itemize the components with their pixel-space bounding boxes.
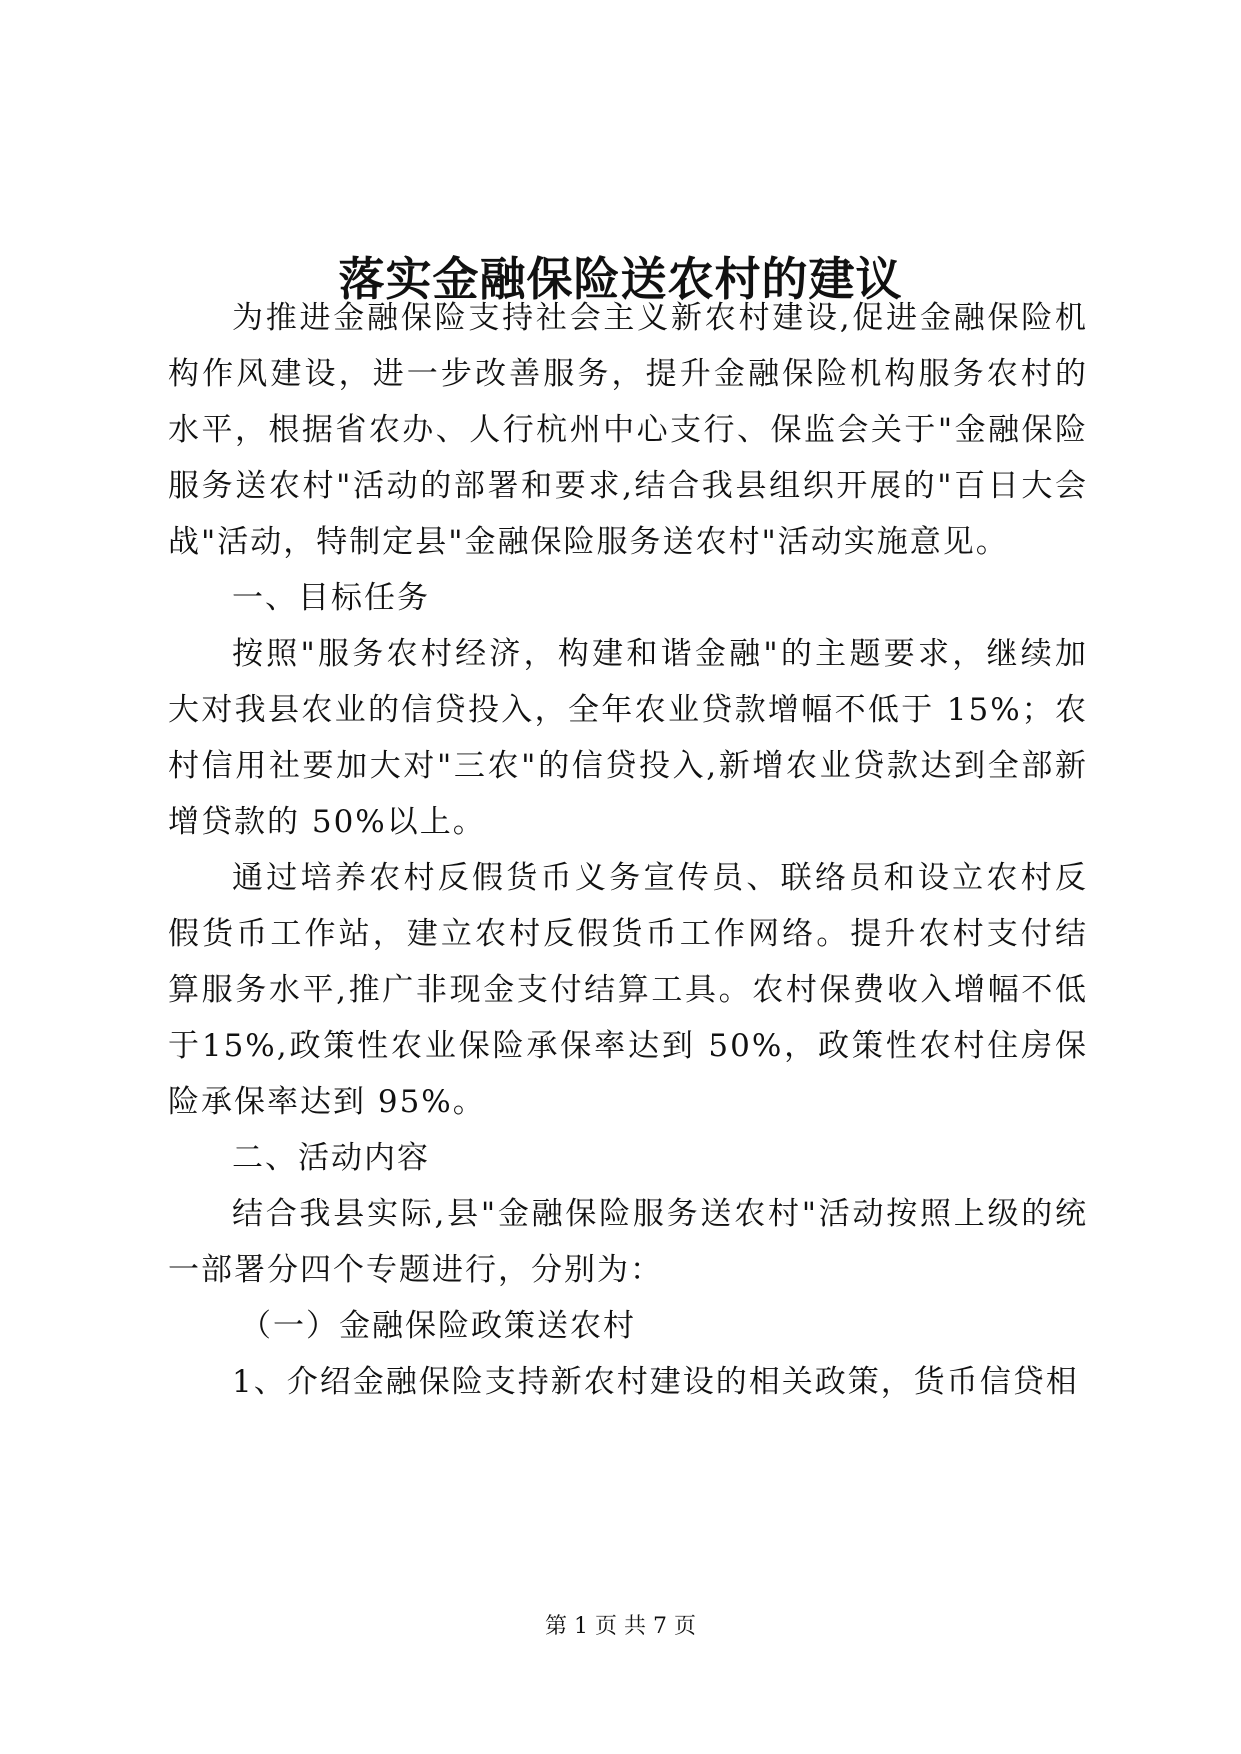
document-body xyxy=(168,290,1088,1410)
section-heading-activities: 二、活动内容 xyxy=(232,1140,430,1176)
paragraph-policy-item-1: 1、介绍金融保险支持新农村建设的相关政策，货币信贷相 xyxy=(232,1364,1079,1400)
document-title: 落实金融保险送农村的建议 xyxy=(338,251,903,306)
section-heading-goals: 一、目标任务 xyxy=(232,580,430,616)
paragraph-activities-intro: 结合我县实际,县"金融保险服务送农村"活动按照上级的统一部署分四个专题进行，分别为： xyxy=(168,1196,1088,1288)
page-number-footer: 第 1 页 共 7 页 xyxy=(545,1614,696,1639)
paragraph-goals-anti-counterfeit: 通过培养农村反假货币义务宣传员、联络员和设立农村反假货币工作站，建立农村反假货币工作网络。提升农村支付结算服务水平,推广非现金支付结算工具。农村保费收入增幅不低于15%,政策性农业保险承保率达到 50%，政策性农村住房保险承保率达到 95%。 xyxy=(168,860,1088,1120)
subsection-heading-policy: （一）金融保险政策送农村 xyxy=(240,1308,636,1344)
paragraph-goals-credit: 按照"服务农村经济，构建和谐金融"的主题要求，继续加大对我县农业的信贷投入，全年农业贷款增幅不低于 15%；农村信用社要加大对"三农"的信贷投入,新增农业贷款达到全部新增贷款的 50%以上。 xyxy=(168,636,1088,840)
paragraph-intro: 为推进金融保险支持社会主义新农村建设,促进金融保险机构作风建设，进一步改善服务，提升金融保险机构服务农村的水平，根据省农办、人行杭州中心支行、保监会关于"金融保险服务送农村"活动的部署和要求,结合我县组织开展的"百日大会战"活动，特制定县"金融保险服务送农村"活动实施意见。 xyxy=(168,300,1088,560)
